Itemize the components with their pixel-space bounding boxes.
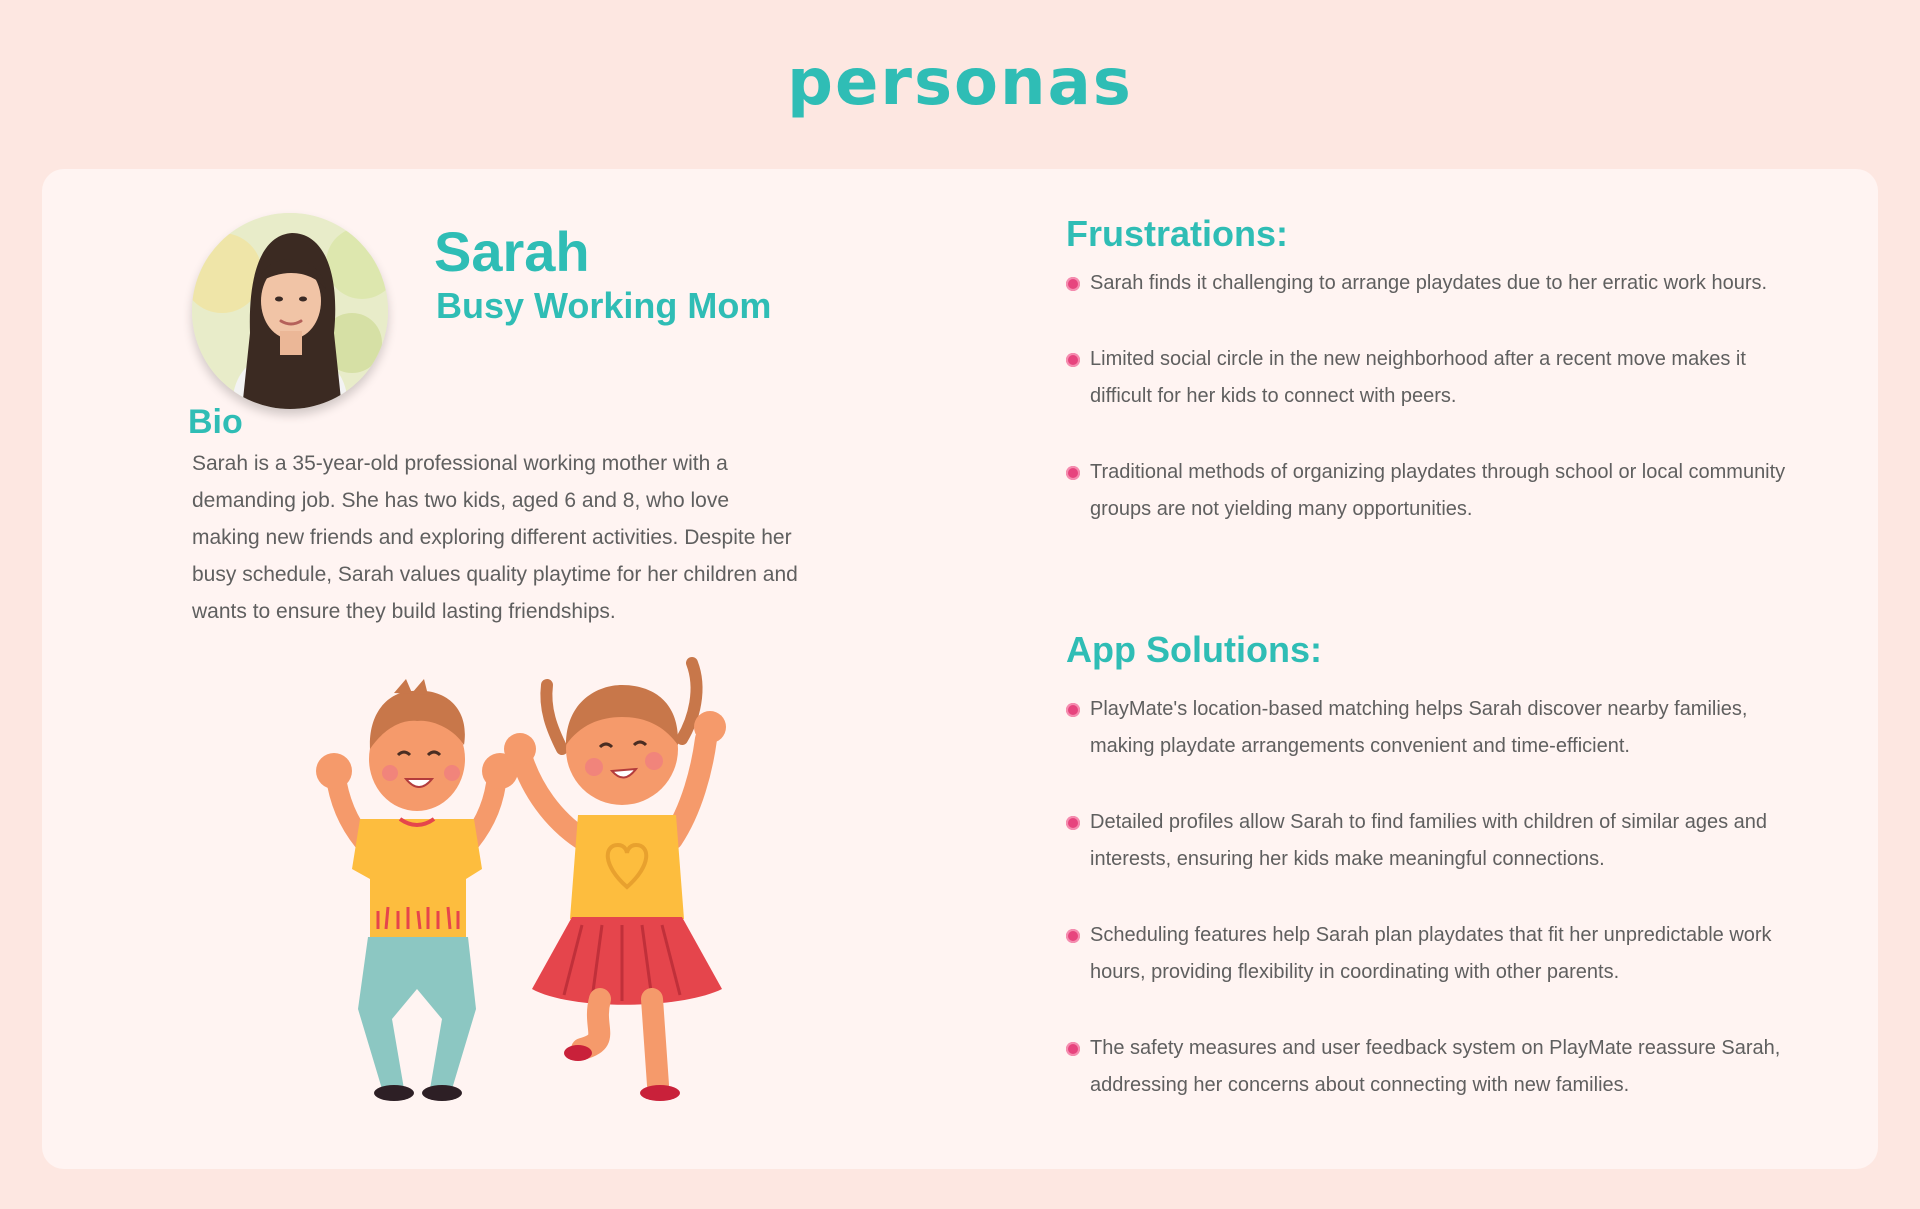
persona-role: Busy Working Mom — [436, 285, 772, 326]
solution-item: The safety measures and user feedback system on PlayMate reassure Sarah, addressing her concerns about connecting with new families. — [1066, 1030, 1806, 1104]
app-solutions-list — [1066, 691, 1806, 1104]
avatar-photo — [192, 213, 388, 409]
bullet-dot-icon — [1066, 353, 1080, 367]
bullet-dot-icon — [1066, 277, 1080, 291]
solution-item: PlayMate's location-based matching helps Sarah discover nearby families, making playdate arrangements convenient and time-efficient. — [1066, 691, 1806, 765]
solution-item: Scheduling features help Sarah plan playdates that fit her unpredictable work hours, providing flexibility in coordinating with other parents. — [1066, 917, 1806, 991]
girl-illustration — [504, 663, 726, 1101]
bullet-dot-icon — [1066, 816, 1080, 830]
frustration-item: Traditional methods of organizing playdates through school or local community groups are not yielding many opportunities. — [1066, 454, 1806, 528]
persona-name: Sarah — [434, 220, 590, 283]
app-solutions-heading: App Solutions: — [1066, 629, 1322, 670]
bullet-dot-icon — [1066, 466, 1080, 480]
bullet-dot-icon — [1066, 1042, 1080, 1056]
frustrations-list — [1066, 265, 1806, 528]
bullet-dot-icon — [1066, 703, 1080, 717]
frustration-item: Sarah finds it challenging to arrange playdates due to her erratic work hours. — [1066, 265, 1806, 302]
bio-heading: Bio — [188, 403, 243, 441]
frustration-item: Limited social circle in the new neighborhood after a recent move makes it difficult for her kids to connect with peers. — [1066, 341, 1806, 415]
boy-illustration — [316, 679, 518, 1101]
solution-item: Detailed profiles allow Sarah to find families with children of similar ages and interests, ensuring her kids make meaningful connections. — [1066, 804, 1806, 878]
persona-avatar — [192, 213, 388, 409]
frustrations-heading: Frustrations: — [1066, 213, 1289, 254]
page-title: personas — [787, 46, 1133, 120]
persona-card — [42, 169, 1878, 1169]
bio-text: Sarah is a 35-year-old professional working mother with a demanding job. She has two kids, aged 6 and 8, who love making new friends and exploring different activities. Despite her busy schedule, Sarah values quality playtime for her children and wants to ensure they build lasting friendships. — [192, 452, 798, 623]
dancing-kids-illustration — [282, 649, 822, 1129]
bullet-dot-icon — [1066, 929, 1080, 943]
